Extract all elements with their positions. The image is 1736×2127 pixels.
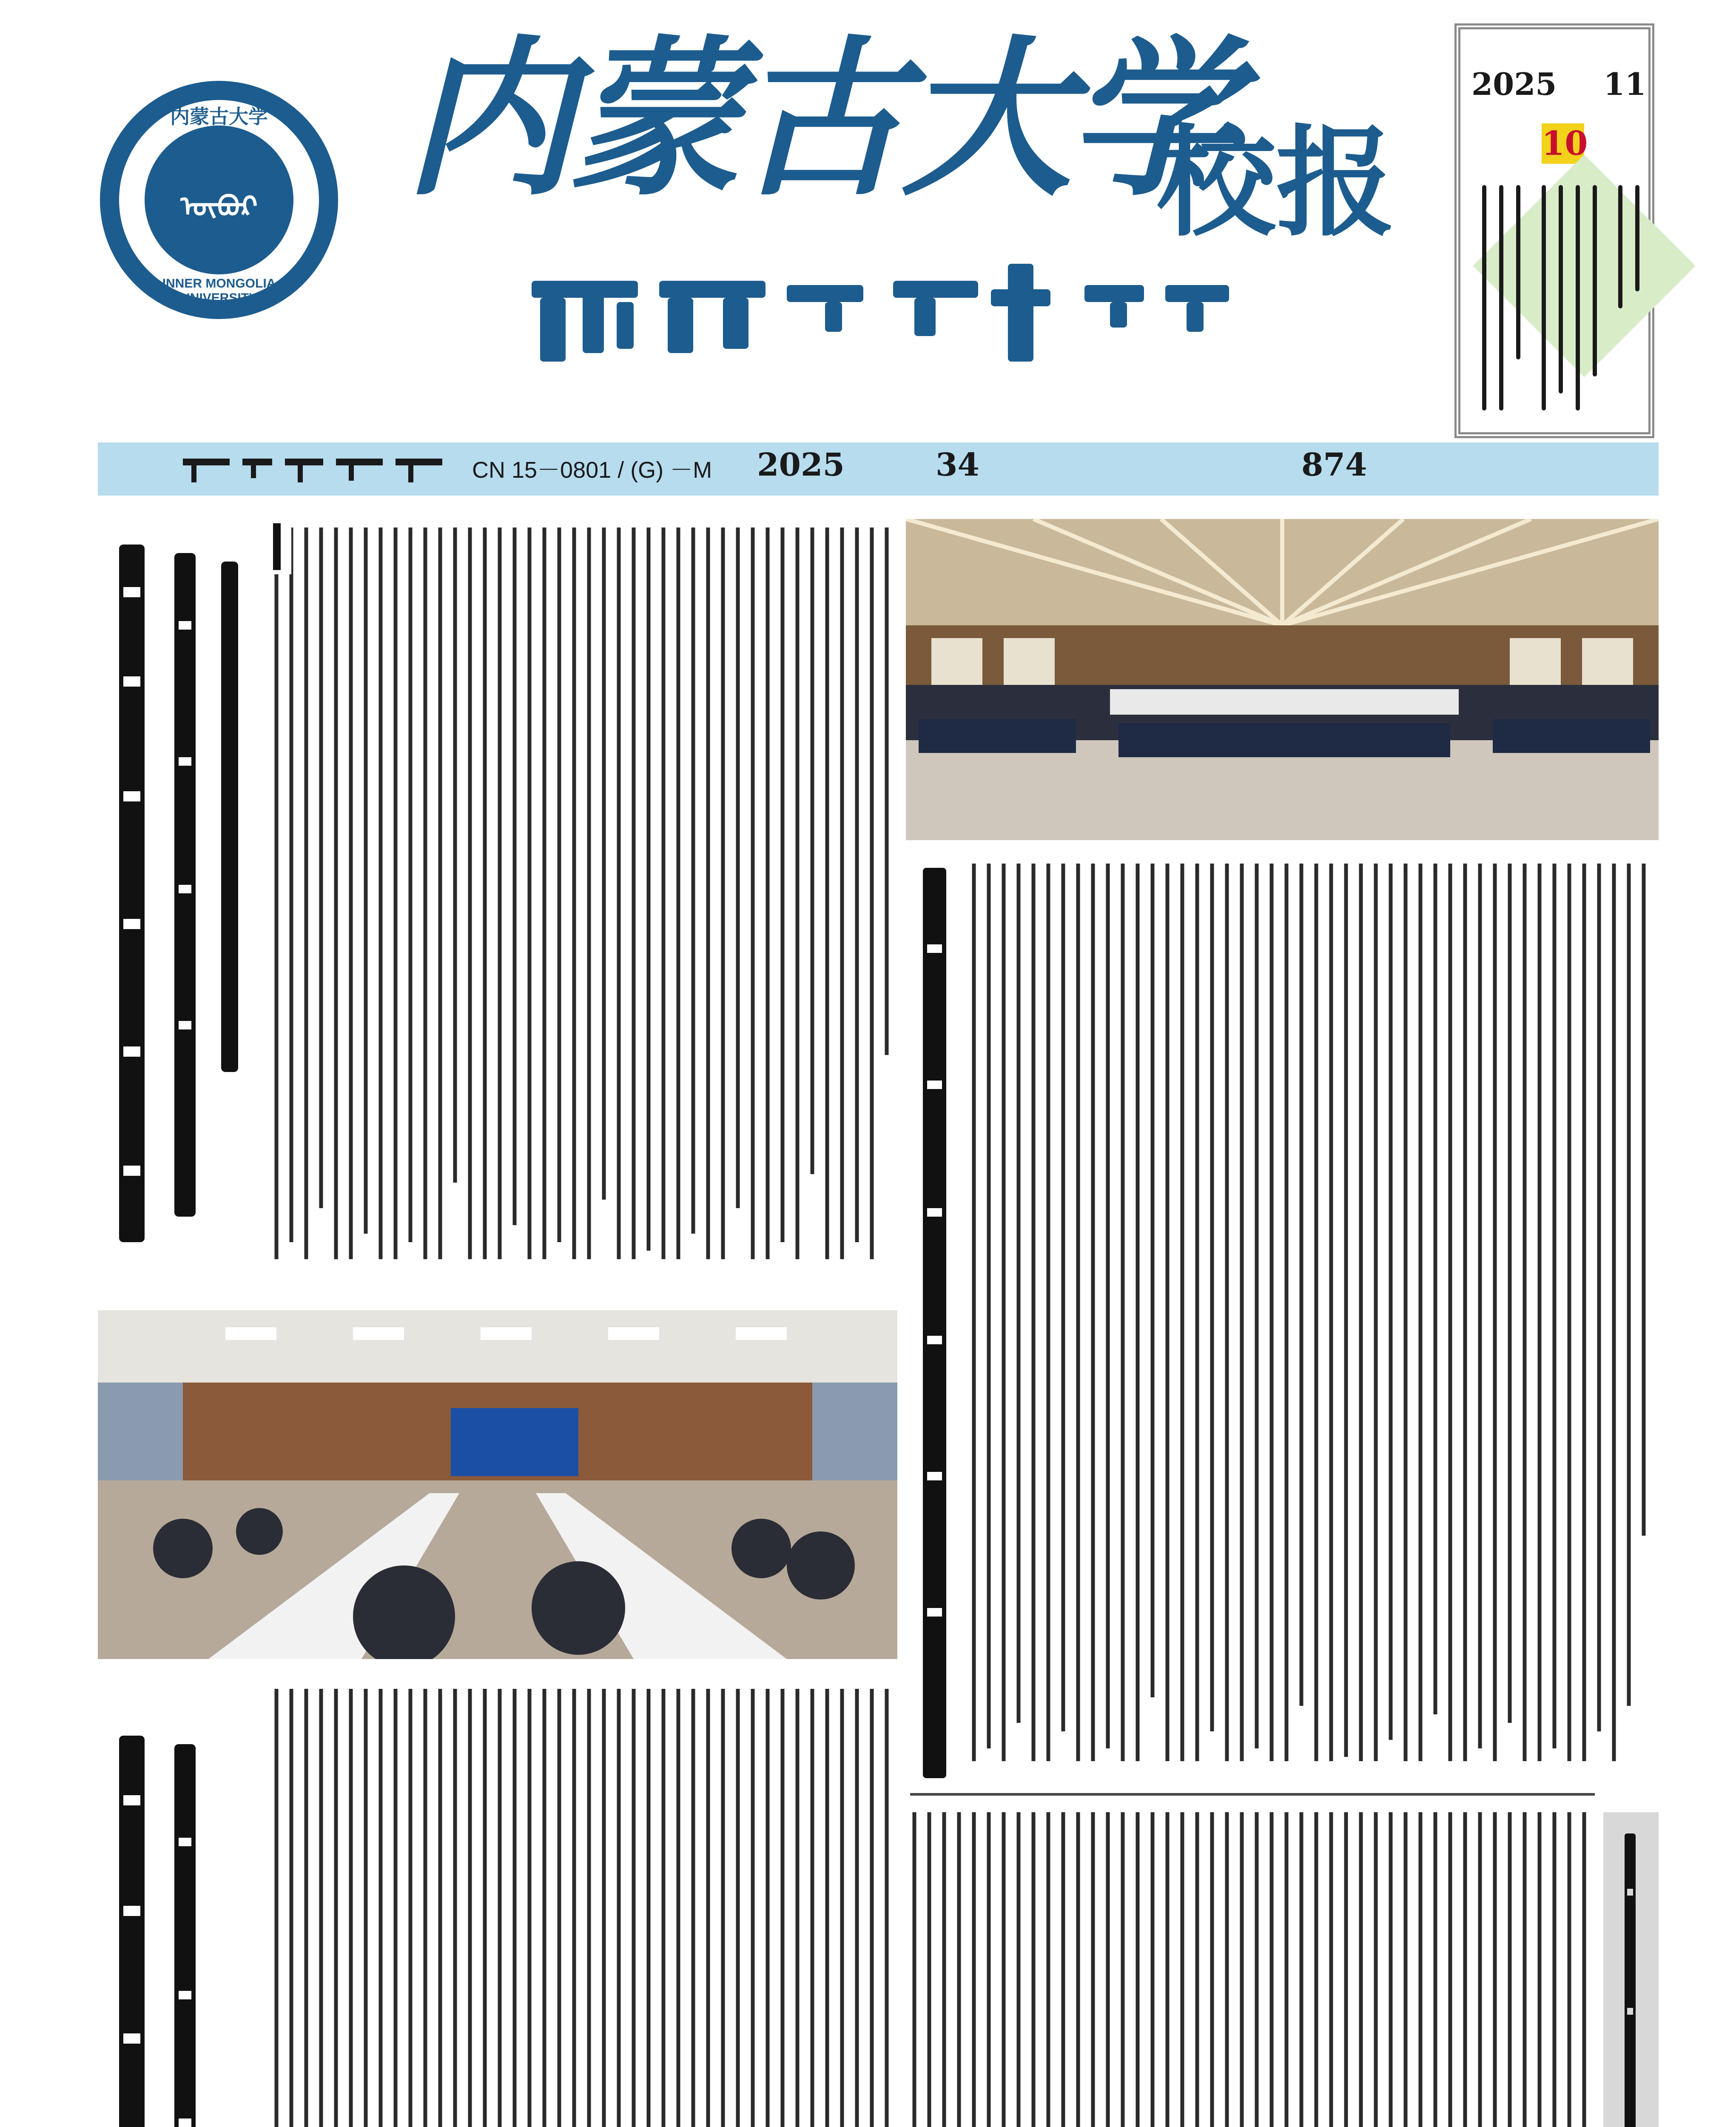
university-seal-center <box>145 125 293 274</box>
band-mongolian-label <box>183 454 447 484</box>
total-issue-number: 874 <box>1301 447 1367 483</box>
issue-year: 2025 <box>1471 66 1557 102</box>
band-year: 2025 <box>757 447 845 483</box>
headline-article-1 <box>111 536 251 1251</box>
issue-number: 34 <box>936 447 979 483</box>
page-number-badge: 10 <box>1542 124 1588 163</box>
photo-conference-hall <box>906 519 1659 840</box>
mongolian-paper-name <box>532 264 1233 362</box>
seal-inner-text: ᠦᠪᠦᠷ <box>180 189 258 223</box>
column-label-text <box>1612 1829 1650 2127</box>
seal-bottom-text <box>123 277 315 320</box>
headline-article-2 <box>910 859 957 1787</box>
section-divider <box>910 1793 1595 1796</box>
article-1-body <box>272 519 897 1268</box>
issue-box-mongolian-text <box>1476 179 1646 417</box>
headline-article-3 <box>111 1727 251 2127</box>
seal-top-text: 内蒙古大学 <box>170 105 268 128</box>
issue-month: 11 <box>1603 66 1646 102</box>
paper-suffix: 校报 <box>1157 113 1395 253</box>
seal-year: 1957 <box>205 305 233 319</box>
cn-serial-number: CN 15－0801 / (G) －M <box>472 457 712 483</box>
seal-english-name: INNER MONGOLIA UNIVERSITY <box>162 277 276 305</box>
article-4-body <box>910 1804 1591 2127</box>
article-2-body <box>970 855 1654 1770</box>
issue-date <box>1471 66 1646 102</box>
article-3-body <box>272 1680 902 2127</box>
paper-name: 内蒙古大学 <box>404 19 1233 219</box>
photo-meeting-room <box>98 1310 897 1659</box>
